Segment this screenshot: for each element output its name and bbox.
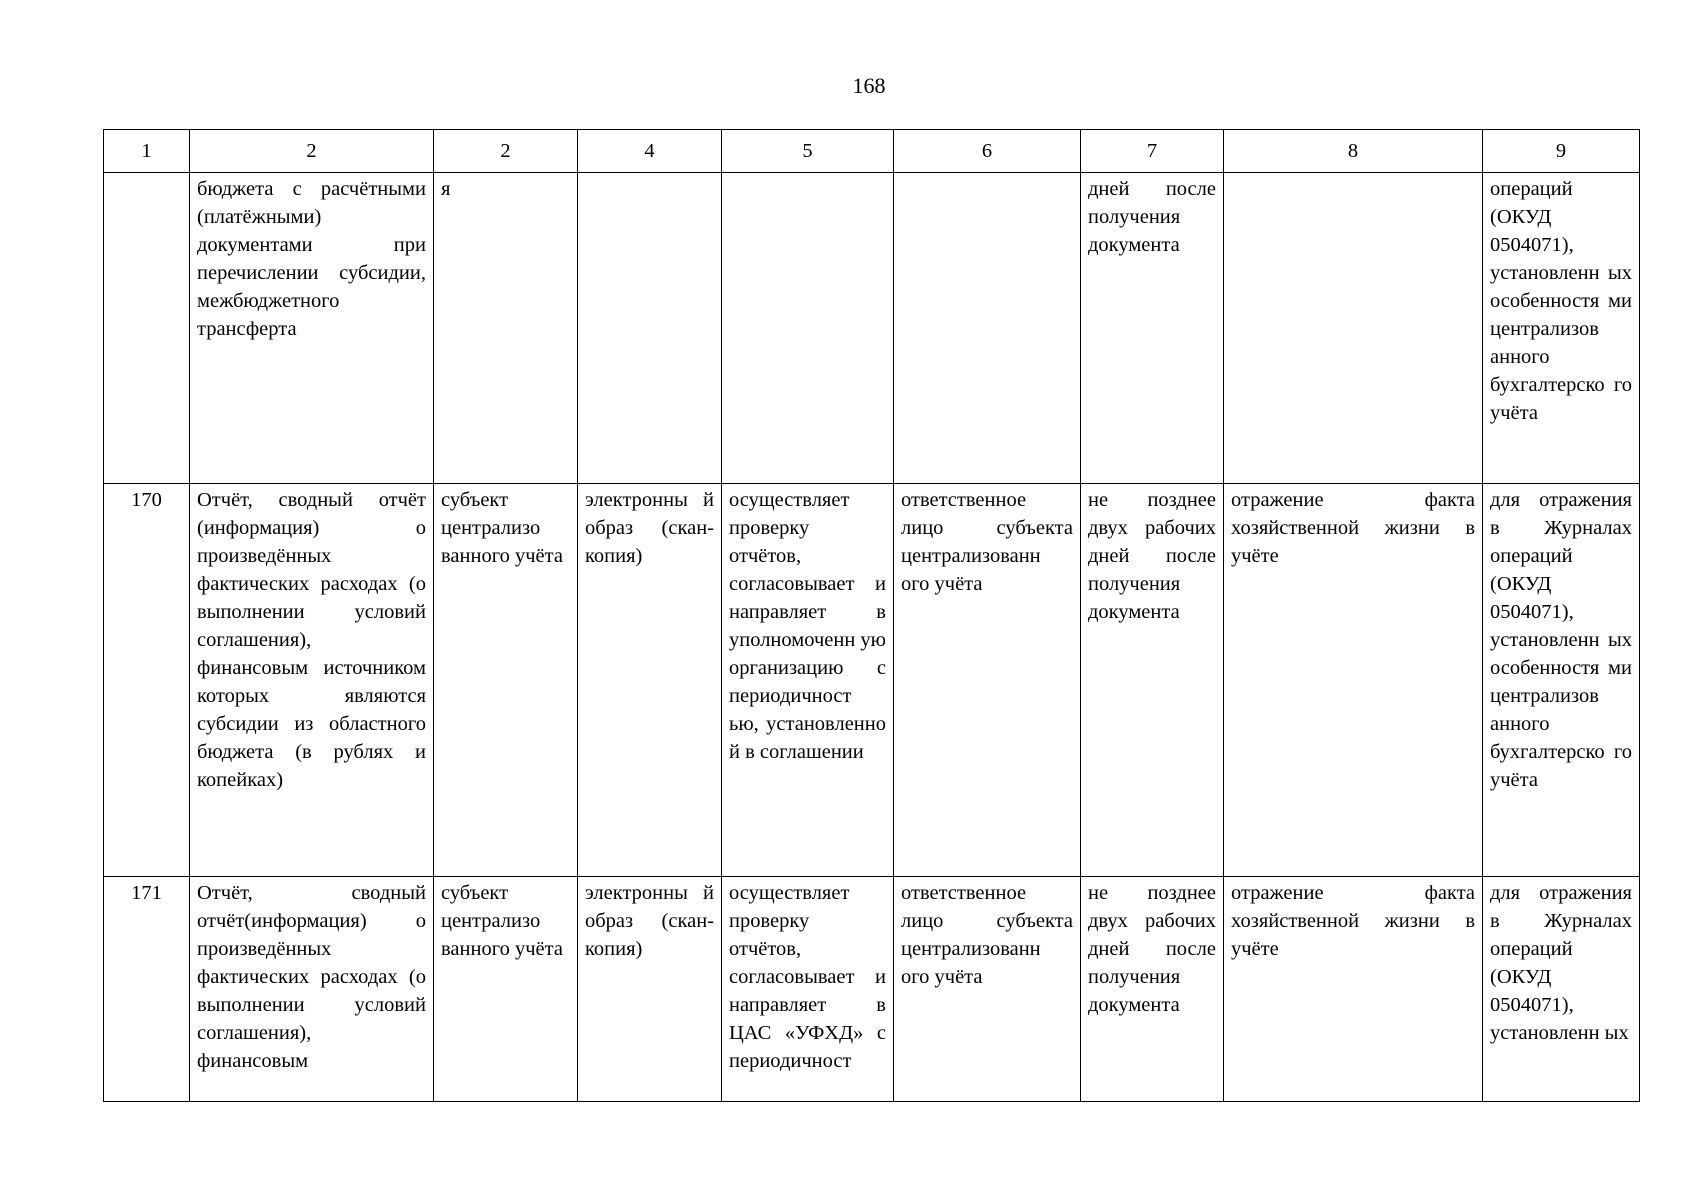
row-number-cell: 171 (104, 877, 190, 1102)
cell-col-3: субъект централизо ванного учёта (434, 484, 578, 877)
cell-col-6 (894, 173, 1081, 484)
header-cell-col-5: 5 (722, 130, 894, 173)
header-cell-col-7: 7 (1081, 130, 1224, 173)
document-name-cell: Отчёт, сводный отчёт(информация) о произведённых фактических расходах (о выполнении условий соглашения), финансовым (190, 877, 434, 1102)
cell-col-9: операций (ОКУД 0504071), установленн ых особенностя ми централизов анного бухгалтерско го учёта (1483, 173, 1640, 484)
header-row (104, 130, 1640, 173)
cell-col-4: электронны й образ (скан-копия) (578, 484, 722, 877)
cell-col-6: ответственное лицо субъекта централизованн ого учёта (894, 877, 1081, 1102)
cell-col-9: для отражения в Журналах операций (ОКУД 0504071), установленн ых особенностя ми централизов анного бухгалтерско го учёта (1483, 484, 1640, 877)
cell-col-8 (1224, 173, 1483, 484)
cell-col-3: субъект централизо ванного учёта (434, 877, 578, 1102)
cell-col-3: я (434, 173, 578, 484)
header-cell-col-6: 6 (894, 130, 1081, 173)
cell-col-6: ответственное лицо субъекта централизованн ого учёта (894, 484, 1081, 877)
header-cell-col-8: 8 (1224, 130, 1483, 173)
cell-col-7: не позднее двух рабочих дней после получения документа (1081, 877, 1224, 1102)
cell-col-9: для отражения в Журналах операций (ОКУД 0504071), установленн ых (1483, 877, 1640, 1102)
row-number-cell (104, 173, 190, 484)
header-cell-col-2: 2 (190, 130, 434, 173)
cell-col-5: осуществляет проверку отчётов, согласовывает и направляет в уполномоченн ую организацию с периодичност ью, установленно й в соглашении (722, 484, 894, 877)
document-name-cell: Отчёт, сводный отчёт (информация) о произведённых фактических расходах (о выполнении условий соглашения), финансовым источником которых являются субсидии из областного бюджета (в рублях и копейках) (190, 484, 434, 877)
document-table (103, 129, 1640, 1102)
cell-col-5: осуществляет проверку отчётов, согласовывает и направляет в ЦАС «УФХД» с периодичност (722, 877, 894, 1102)
document-name-cell: бюджета с расчётными (платёжными) документами при перечислении субсидии, межбюджетного трансферта (190, 173, 434, 484)
cell-col-4 (578, 173, 722, 484)
cell-col-7: дней после получения документа (1081, 173, 1224, 484)
header-cell-col-1: 1 (104, 130, 190, 173)
page-number: 168 (852, 73, 886, 98)
header-cell-col-4: 4 (578, 130, 722, 173)
table-row (104, 173, 1640, 484)
cell-col-7: не позднее двух рабочих дней после получения документа (1081, 484, 1224, 877)
cell-col-8: отражение факта хозяйственной жизни в учёте (1224, 484, 1483, 877)
header-cell-col-9: 9 (1483, 130, 1640, 173)
cell-col-5 (722, 173, 894, 484)
row-number-cell: 170 (104, 484, 190, 877)
cell-col-8: отражение факта хозяйственной жизни в учёте (1224, 877, 1483, 1102)
header-cell-col-3: 2 (434, 130, 578, 173)
table-row (104, 877, 1640, 1102)
table-row (104, 484, 1640, 877)
cell-col-4: электронны й образ (скан-копия) (578, 877, 722, 1102)
